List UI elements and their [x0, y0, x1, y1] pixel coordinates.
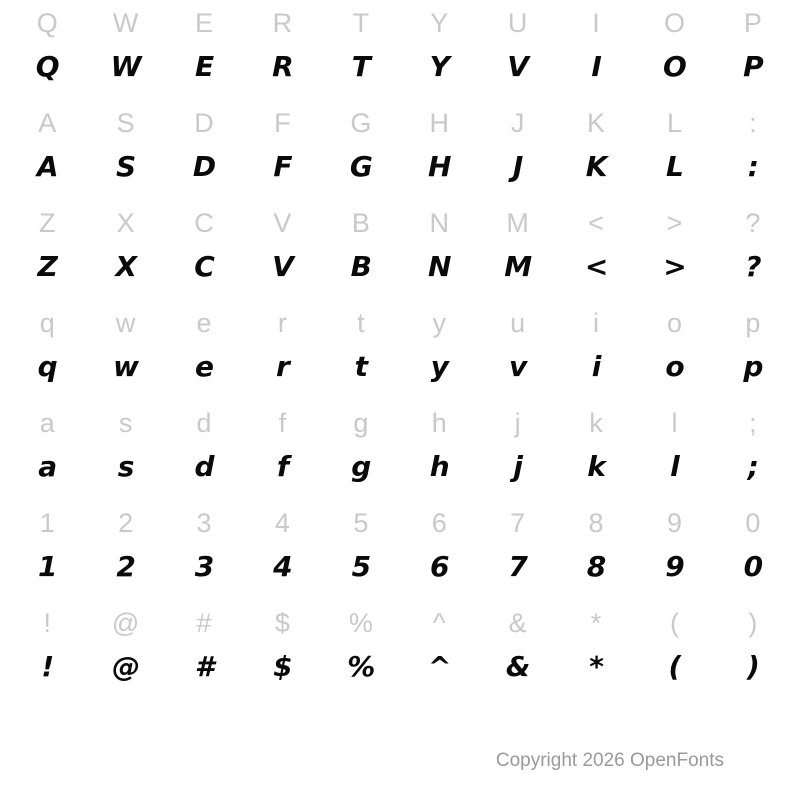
glyph-cell: A	[36, 150, 58, 183]
reference-char-cell: D	[194, 108, 214, 138]
reference-char-cell: q	[39, 308, 55, 338]
glyph-cell: p	[743, 350, 763, 383]
glyph-cell: I	[591, 50, 601, 83]
glyph-cell: @	[112, 650, 140, 683]
reference-char-cell: 8	[588, 508, 604, 538]
glyph-cell: C	[194, 250, 214, 283]
reference-char-cell: a	[39, 408, 55, 438]
reference-char-cell: 5	[353, 508, 369, 538]
glyph-cell: )	[746, 650, 759, 683]
glyph-cell: V	[272, 250, 293, 283]
glyph-cell: 6	[429, 550, 449, 583]
glyph-cell: T	[351, 50, 370, 83]
reference-char-cell: &	[508, 608, 527, 638]
reference-char-cell: u	[510, 308, 526, 338]
reference-char-cell: 4	[274, 508, 290, 538]
reference-char-cell: t	[357, 308, 365, 338]
reference-char-cell: <	[588, 208, 604, 238]
glyph-cell: F	[273, 150, 292, 183]
glyph-cell: Y	[429, 50, 449, 83]
reference-char-cell: E	[195, 8, 214, 38]
glyph-cell: <	[584, 250, 608, 283]
glyph-cell: #	[194, 650, 214, 683]
glyph-cell: s	[117, 450, 134, 483]
reference-char-cell: )	[748, 608, 758, 638]
glyph-cell: J	[512, 150, 523, 183]
glyph-cell: M	[504, 250, 532, 283]
glyph-cell: g	[351, 450, 371, 483]
glyph-cell: G	[349, 150, 372, 183]
glyph-row	[0, 651, 800, 704]
reference-char-cell: F	[274, 108, 291, 138]
glyph-cell: v	[509, 350, 527, 383]
reference-char-cell: U	[507, 8, 528, 38]
glyph-row	[0, 51, 800, 104]
reference-char-cell: L	[666, 108, 682, 138]
reference-char-cell: P	[743, 8, 762, 38]
reference-char-cell: e	[196, 308, 212, 338]
glyph-cell: P	[743, 50, 763, 83]
reference-char-cell: l	[671, 408, 678, 438]
glyph-cell: :	[747, 150, 758, 183]
reference-char-cell: ;	[749, 408, 757, 438]
glyph-cell: 1	[37, 550, 57, 583]
reference-char-cell: 7	[510, 508, 526, 538]
glyph-cell: w	[113, 350, 139, 383]
glyph-cell: &	[505, 650, 530, 683]
glyph-row	[0, 551, 800, 604]
reference-char-cell: I	[592, 8, 600, 38]
glyph-cell: Q	[35, 50, 59, 83]
glyph-cell: K	[585, 150, 607, 183]
reference-char-cell: j	[514, 408, 521, 438]
reference-char-cell: 2	[118, 508, 134, 538]
glyph-cell: a	[38, 450, 57, 483]
reference-char-cell: W	[112, 8, 139, 38]
glyph-cell: W	[110, 50, 141, 83]
glyph-cell: E	[194, 50, 214, 83]
reference-char-cell: Y	[430, 8, 449, 38]
glyph-cell: ?	[745, 250, 761, 283]
reference-char-cell: o	[666, 308, 682, 338]
reference-char-cell: !	[43, 608, 51, 638]
glyph-cell: 4	[273, 550, 292, 583]
reference-char-cell: 3	[196, 508, 212, 538]
reference-char-cell: K	[587, 108, 606, 138]
reference-char-cell: ^	[432, 608, 446, 638]
glyph-cell: (	[668, 650, 681, 683]
reference-char-cell: S	[116, 108, 135, 138]
glyph-cell: N	[428, 250, 451, 283]
glyph-cell: t	[354, 350, 368, 383]
glyph-cell: %	[347, 650, 375, 683]
glyph-cell: >	[663, 250, 686, 283]
reference-char-cell: G	[350, 108, 372, 138]
reference-char-cell: 0	[745, 508, 761, 538]
reference-char-cell: H	[429, 108, 449, 138]
glyph-cell: q	[37, 350, 57, 383]
glyph-cell: h	[429, 450, 449, 483]
glyph-row	[0, 151, 800, 204]
glyph-cell: S	[116, 150, 136, 183]
reference-row	[0, 304, 800, 351]
reference-char-cell: #	[196, 608, 212, 638]
glyph-cell: k	[587, 450, 605, 483]
reference-char-cell: g	[353, 408, 369, 438]
glyph-cell: Z	[37, 250, 57, 283]
reference-char-cell: s	[118, 408, 133, 438]
reference-char-cell: r	[277, 308, 287, 338]
glyph-cell: y	[430, 350, 448, 383]
reference-char-cell: $	[274, 608, 290, 638]
reference-char-cell: 6	[431, 508, 447, 538]
glyph-cell: B	[350, 250, 371, 283]
reference-row	[0, 404, 800, 451]
reference-char-cell: C	[194, 208, 214, 238]
glyph-cell: R	[272, 50, 293, 83]
reference-char-cell: k	[589, 408, 603, 438]
reference-char-cell: y	[432, 308, 446, 338]
reference-char-cell: *	[590, 608, 602, 638]
glyph-cell: 0	[743, 550, 763, 583]
reference-row	[0, 204, 800, 251]
reference-char-cell: (	[669, 608, 679, 638]
glyph-cell: r	[276, 350, 289, 383]
reference-char-cell: R	[272, 8, 293, 38]
glyph-cell: j	[513, 450, 522, 483]
glyph-cell: $	[273, 650, 292, 683]
glyph-row	[0, 251, 800, 304]
reference-char-cell: O	[663, 8, 685, 38]
reference-char-cell: Z	[38, 208, 56, 238]
reference-char-cell: 9	[666, 508, 682, 538]
glyph-cell: ;	[747, 450, 758, 483]
reference-row	[0, 104, 800, 151]
glyph-cell: 2	[116, 550, 135, 583]
glyph-cell: X	[115, 250, 136, 283]
glyph-cell: 5	[351, 550, 371, 583]
reference-char-cell: V	[273, 208, 292, 238]
glyph-cell: 8	[586, 550, 606, 583]
glyph-cell: e	[195, 350, 214, 383]
reference-char-cell: X	[116, 208, 135, 238]
reference-char-cell: d	[196, 408, 212, 438]
glyph-cell: d	[194, 450, 214, 483]
reference-char-cell: h	[431, 408, 447, 438]
reference-char-cell: i	[593, 308, 600, 338]
glyph-row	[0, 451, 800, 504]
reference-char-cell: %	[348, 608, 373, 638]
glyph-cell: L	[666, 150, 683, 183]
reference-char-cell: T	[352, 8, 370, 38]
reference-row	[0, 4, 800, 51]
reference-char-cell: ?	[745, 208, 761, 238]
glyph-cell: ^	[428, 650, 451, 683]
glyph-cell: V	[507, 50, 528, 83]
reference-char-cell: J	[510, 108, 525, 138]
glyph-cell: *	[589, 650, 603, 683]
glyph-cell: !	[41, 650, 54, 683]
reference-char-cell: >	[666, 208, 683, 238]
reference-char-cell: N	[429, 208, 449, 238]
glyph-cell: O	[663, 50, 686, 83]
reference-char-cell: Q	[36, 8, 58, 38]
glyph-cell: o	[665, 350, 684, 383]
reference-char-cell: M	[506, 208, 529, 238]
reference-char-cell: A	[38, 108, 57, 138]
reference-char-cell: p	[745, 308, 761, 338]
glyph-row	[0, 351, 800, 404]
glyph-cell: D	[192, 150, 216, 183]
glyph-cell: i	[591, 350, 601, 383]
glyph-cell: f	[276, 450, 289, 483]
reference-char-cell: B	[351, 208, 370, 238]
copyright-notice: Copyright 2026 OpenFonts	[495, 750, 724, 771]
reference-char-cell: @	[111, 608, 140, 638]
glyph-cell: l	[670, 450, 679, 483]
reference-row	[0, 504, 800, 551]
reference-char-cell: 1	[39, 508, 55, 538]
glyph-cell: 3	[194, 550, 214, 583]
glyph-cell: 7	[508, 550, 527, 583]
reference-char-cell: :	[749, 108, 757, 138]
glyph-cell: H	[428, 150, 451, 183]
glyph-cell: 9	[665, 550, 684, 583]
reference-row	[0, 604, 800, 651]
reference-char-cell: w	[115, 308, 136, 338]
reference-char-cell: f	[278, 408, 287, 438]
